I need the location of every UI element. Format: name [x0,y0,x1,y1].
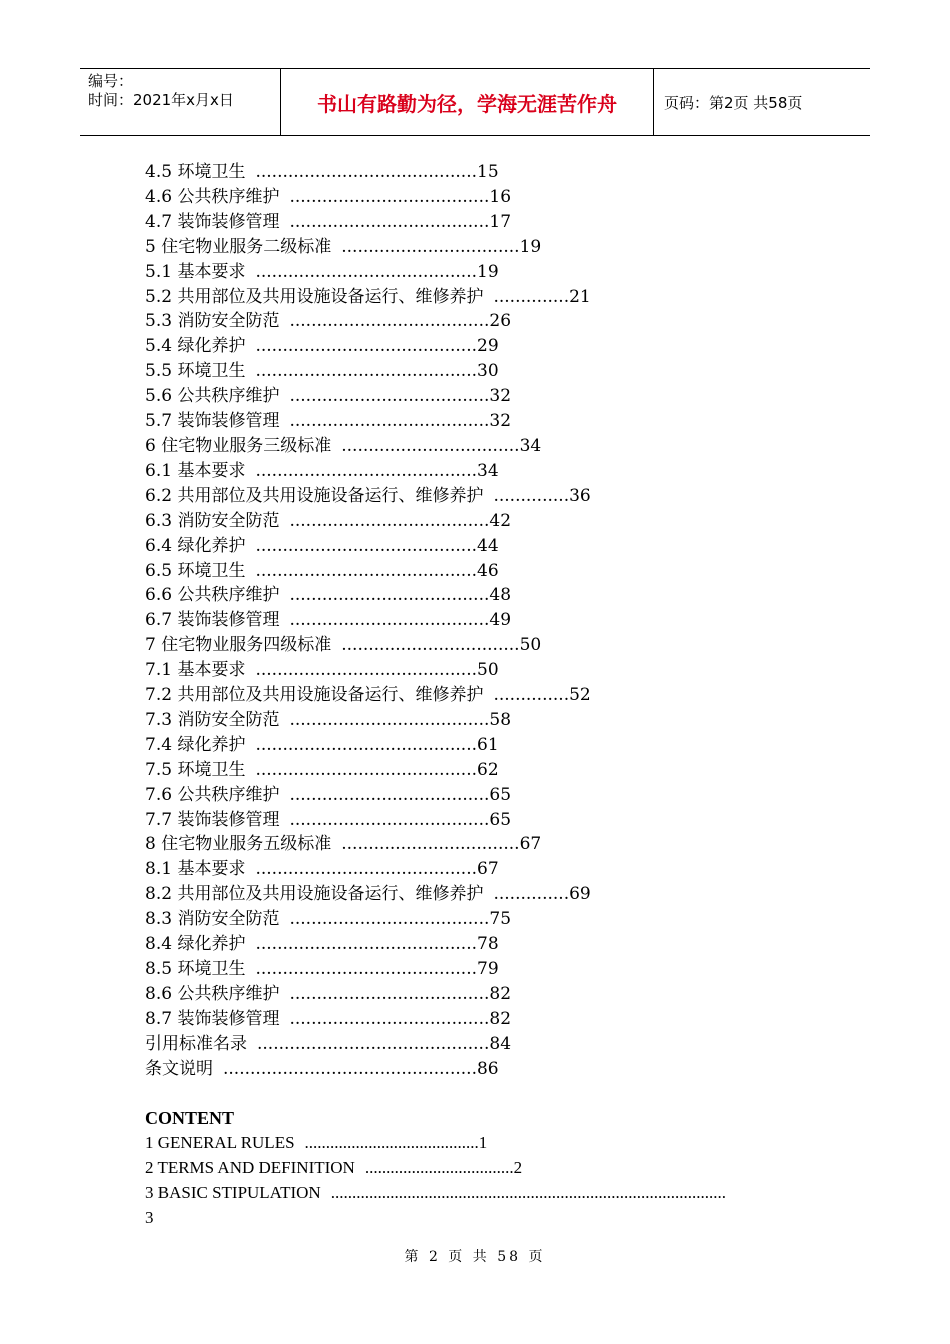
toc-entry-page: 46 [477,560,499,581]
toc-entry-leader: ..................................... [289,784,490,805]
toc-entry-page: 15 [477,162,499,182]
toc-entry-leader: ......................................... [255,261,478,282]
toc-entry-title: 8.3 消防安全防范 [145,909,280,930]
toc-entry-page: 62 [477,759,499,780]
toc-entry-title: 1 GENERAL RULES [145,1133,295,1153]
toc-entry[interactable] [145,459,825,484]
toc-entry[interactable] [145,783,825,808]
toc-entry-leader: ............................................................................................. [330,1183,726,1203]
toc-entry-title: 8.6 公共秩序维护 [145,983,280,1004]
toc-entry[interactable] [145,185,825,210]
toc-entry-page: 30 [477,361,499,382]
header-page-info: 页码：第2页 共58页 [664,93,803,112]
toc-entry-leader: ..................................... [289,211,490,232]
toc-entry-leader: ................................. [341,435,520,456]
toc-entry-title: 7 住宅物业服务四级标准 [145,635,332,656]
toc-entry[interactable] [145,583,825,608]
toc-entry-title: 6.3 消防安全防范 [145,510,280,531]
toc-entry[interactable] [145,260,825,285]
toc-entry-leader: .............. [493,685,570,706]
toc-entry[interactable] [145,285,825,310]
toc-entry-leader: ......................................... [255,162,478,182]
toc-entry[interactable] [145,1057,825,1082]
toc-entry-page: 19 [519,236,542,257]
toc-entry-title: 6 住宅物业服务三级标准 [145,435,332,456]
page-footer: 第 2 页 共 58 页 [404,1249,546,1265]
toc-entry-page: 65 [489,784,512,805]
toc-entry-leader: ..................................... [289,610,490,631]
toc-entry-title: 7.3 消防安全防范 [145,709,280,730]
toc-entry-title: 8.2 共用部位及共用设施设备运行、维修养护 [145,884,484,905]
toc-entry[interactable] [145,210,825,235]
toc-entry-leader: ......................................... [255,959,478,979]
toc-entry-leader: ..................................... [289,186,490,207]
toc-entry-leader: ..................................... [289,909,490,930]
toc-entry-title: 5.5 环境卫生 [145,361,246,382]
toc-entry-leader: ......................................... [255,859,478,880]
toc-entry-title: 7.7 装饰装修管理 [145,809,280,830]
toc-entry-leader: ......................................... [255,934,478,955]
toc-entry-leader: .............. [493,485,570,506]
toc-entry-page: 44 [477,535,499,556]
toc-entry-leader: ..................................... [289,585,490,606]
toc-entry-leader: ......................................... [255,535,478,556]
toc-entry-title: 6.4 绿化养护 [145,535,246,556]
toc-entry-title: 条文说明 [145,1058,213,1079]
toc-entry-leader: ................................. [341,236,520,257]
toc-entry-title: 2 TERMS AND DEFINITION [145,1158,355,1178]
toc-entry-page: 48 [489,585,512,606]
toc-entry-leader: ..................................... [289,311,490,332]
time-label: 时间：2021年x月x日 [88,91,234,109]
toc-entry-leader: ......................................... [304,1133,479,1153]
toc-entry-title: 3 BASIC STIPULATION [145,1183,321,1203]
toc-entry[interactable] [145,309,825,334]
toc-entry-leader: ..................................... [289,809,490,830]
toc-entry-page: 3 [145,1208,154,1228]
toc-entry[interactable] [145,733,825,758]
table-of-contents [145,160,825,1231]
toc-entry[interactable] [145,1131,825,1156]
toc-entry-title: 8.4 绿化养护 [145,934,246,955]
toc-entry-page: 17 [489,211,512,232]
toc-entry-page: 21 [569,286,591,307]
toc-entry-title: 引用标准名录 [145,1033,247,1054]
toc-entry[interactable] [145,359,825,384]
toc-entry-page: 61 [477,734,499,755]
toc-entry[interactable] [145,808,825,833]
toc-entry[interactable] [145,434,825,459]
toc-entry-leader: ................................. [341,635,520,656]
toc-entry-leader: ................................... [364,1158,514,1178]
toc-entry-title: 6.5 环境卫生 [145,560,246,581]
toc-entry-leader: ......................................... [255,660,478,681]
toc-entry-page: 36 [569,485,591,506]
page-header [80,68,870,136]
toc-entry-leader: .............. [493,884,570,905]
toc-entry-page: 79 [477,959,499,979]
toc-entry-page: 32 [489,386,512,407]
toc-entry-leader: ......................................... [255,361,478,382]
toc-entry-leader: ..................................... [289,510,490,531]
toc-entry-title: 8.1 基本要求 [145,859,246,880]
toc-entry[interactable] [145,633,825,658]
toc-entry-leader: ......................................... [255,460,478,481]
header-motto: 书山有路勤为径，学海无涯苦作舟 [281,69,654,135]
toc-entry-title: 5.6 公共秩序维护 [145,386,280,407]
toc-entry-leader: ..................................... [289,1008,490,1029]
toc-entry-title: 4.7 装饰装修管理 [145,211,280,232]
toc-entry-page: 2 [513,1158,523,1178]
toc-entry-page: 49 [489,610,512,631]
toc-entry-page: 52 [569,685,591,706]
toc-entry[interactable] [145,907,825,932]
toc-entry-leader: ........................................... [257,1033,490,1054]
toc-entry[interactable] [145,1007,825,1032]
toc-entry-title: 5.3 消防安全防范 [145,311,280,332]
toc-entry-leader: ............................................... [223,1058,477,1079]
toc-entry-page: 78 [477,934,499,955]
toc-entry[interactable] [145,832,825,857]
toc-entry-page: 34 [477,460,499,481]
toc-entry[interactable] [145,235,825,260]
toc-entry-title: 6.7 装饰装修管理 [145,610,280,631]
toc-entry[interactable] [145,982,825,1007]
toc-entry-page: 19 [477,261,499,282]
toc-entry[interactable] [145,608,825,633]
toc-entry-page: 82 [489,983,512,1004]
toc-entry[interactable] [145,1032,825,1057]
toc-entry-page: 29 [477,336,499,357]
toc-entry[interactable] [145,534,825,559]
toc-entry-page: 84 [489,1033,512,1054]
toc-entry-leader: ..................................... [289,983,490,1004]
toc-entry-leader: .............. [493,286,570,307]
toc-entry-title: 7.6 公共秩序维护 [145,784,280,805]
toc-entry-page: 75 [489,909,512,930]
content-heading: CONTENT [145,1108,235,1129]
toc-entry-page: 16 [489,186,512,207]
toc-entry-leader: ......................................... [255,336,478,357]
toc-entry-leader: ......................................... [255,734,478,755]
toc-entry-page: 69 [569,884,591,905]
toc-entry-page: 65 [489,809,512,830]
toc-entry-title: 5.7 装饰装修管理 [145,411,280,432]
toc-entry[interactable] [145,683,825,708]
toc-entry[interactable] [145,658,825,683]
toc-entry-title: 4.5 环境卫生 [145,162,246,182]
toc-entry-title: 4.6 公共秩序维护 [145,186,280,207]
toc-entry[interactable] [145,334,825,359]
content-list [145,1131,825,1231]
toc-entry-page: 26 [489,311,512,332]
toc-entry-title: 5.2 共用部位及共用设施设备运行、维修养护 [145,286,484,307]
toc-entry-page: 82 [489,1008,512,1029]
toc-entry-page: 50 [477,660,499,681]
toc-entry-title: 8 住宅物业服务五级标准 [145,834,332,855]
number-label: 编号： [88,72,134,90]
toc-entry[interactable] [145,957,825,982]
toc-entry-title: 5 住宅物业服务二级标准 [145,236,332,257]
toc-entry-page: 34 [519,435,542,456]
toc-entry-title: 6.6 公共秩序维护 [145,585,280,606]
toc-entry-page: 50 [519,635,542,656]
toc-entry[interactable] [145,1181,825,1231]
toc-entry-page: 42 [489,510,512,531]
toc-list [145,160,825,1082]
toc-entry[interactable] [145,559,825,584]
toc-entry-title: 7.4 绿化养护 [145,734,246,755]
toc-entry[interactable] [145,708,825,733]
toc-entry-leader: ......................................... [255,560,478,581]
toc-entry-page: 32 [489,411,512,432]
toc-entry-page: 58 [489,709,512,730]
toc-entry[interactable] [145,857,825,882]
toc-entry-title: 8.5 环境卫生 [145,959,246,979]
toc-entry-page: 67 [477,859,499,880]
toc-entry-title: 5.4 绿化养护 [145,336,246,357]
toc-entry-title: 7.2 共用部位及共用设施设备运行、维修养护 [145,685,484,706]
toc-entry-leader: ................................. [341,834,520,855]
toc-entry-page: 86 [476,1058,499,1079]
toc-entry-page: 1 [478,1133,488,1153]
header-meta [80,69,281,135]
toc-entry-title: 6.1 基本要求 [145,460,246,481]
toc-entry[interactable] [145,932,825,957]
toc-entry-page: 67 [519,834,542,855]
toc-entry[interactable] [145,484,825,509]
toc-entry[interactable] [145,882,825,907]
toc-entry-title: 6.2 共用部位及共用设施设备运行、维修养护 [145,485,484,506]
toc-entry-title: 5.1 基本要求 [145,261,246,282]
toc-entry[interactable] [145,409,825,434]
toc-entry[interactable] [145,758,825,783]
toc-entry[interactable] [145,509,825,534]
toc-entry-leader: ..................................... [289,411,490,432]
toc-entry[interactable] [145,384,825,409]
toc-entry-leader: ..................................... [289,709,490,730]
toc-entry[interactable] [145,1156,825,1181]
toc-entry-leader: ..................................... [289,386,490,407]
toc-entry-title: 7.1 基本要求 [145,660,246,681]
toc-entry-title: 8.7 装饰装修管理 [145,1008,280,1029]
toc-entry-title: 7.5 环境卫生 [145,759,246,780]
toc-entry-leader: ......................................... [255,759,478,780]
toc-entry[interactable] [145,160,825,185]
